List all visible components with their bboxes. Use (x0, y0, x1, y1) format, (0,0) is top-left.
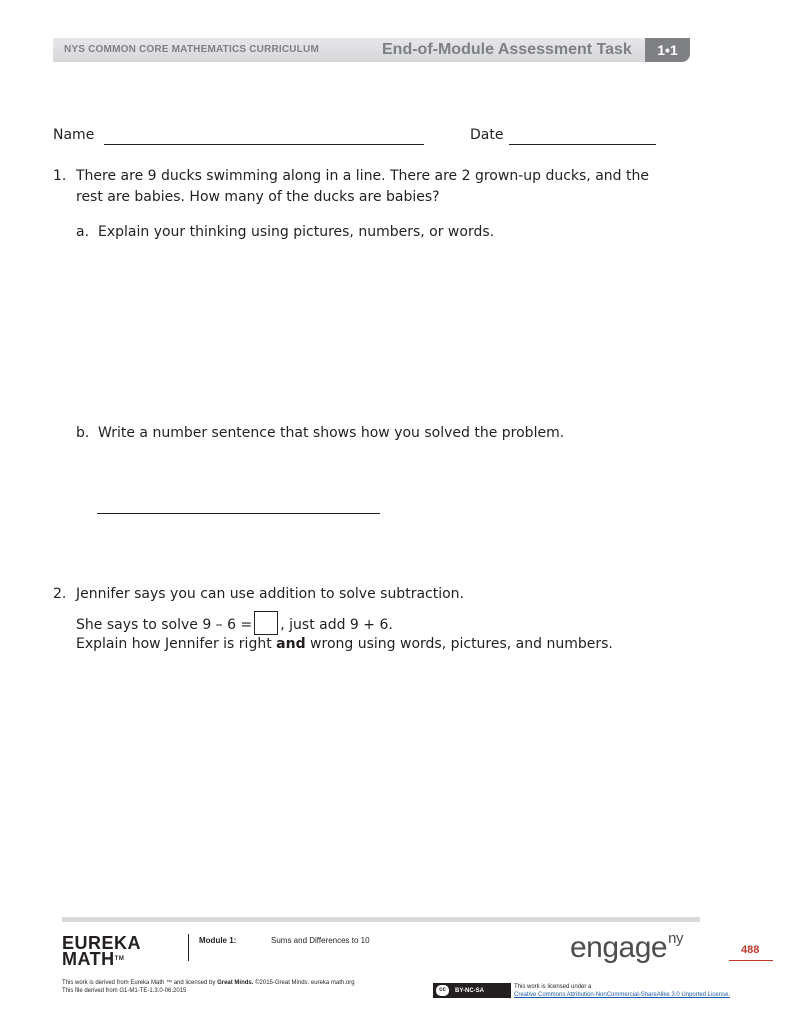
eureka-logo-line-2: MATH™ (62, 949, 125, 969)
module-label: Module 1: (199, 936, 237, 945)
question-2-line-1: Jennifer says you can use addition to solve subtraction. (76, 586, 464, 602)
file-derived-notice: This file derived from G1-M1-TE-1.3.0-06.2015 (62, 988, 187, 994)
answer-box[interactable] (254, 611, 278, 635)
engageny-logo: engage$^{ny}$ (570, 930, 683, 964)
question-1b-label: b. (76, 425, 90, 441)
name-label: Name (53, 127, 95, 143)
date-field[interactable] (509, 144, 656, 145)
question-2-line-2-end: , just add 9 + 6. (280, 617, 393, 633)
question-1b-prompt: Write a number sentence that shows how you solved the problem. (98, 425, 565, 441)
module-name: Sums and Differences to 10 (271, 936, 370, 945)
question-2-line-3-end: wrong using words, pictures, and numbers. (310, 636, 613, 652)
cc-badge-label: BY-NC-SA (455, 987, 485, 994)
name-field[interactable] (104, 144, 424, 145)
footer-rule (62, 917, 700, 922)
question-1-number: 1. (53, 168, 67, 184)
derived-from-notice: This work is derived from Eureka Math ™ and licensed by Great Minds. ©2015-Great Minds. eureka math.org (62, 980, 355, 986)
question-2-line-3-start: Explain how Jennifer is right (76, 636, 272, 652)
question-1a-answer-area[interactable] (76, 250, 676, 410)
question-1a-prompt: Explain your thinking using pictures, numbers, or words. (98, 224, 495, 240)
number-sentence-answer-line[interactable] (97, 513, 380, 514)
question-2-number: 2. (53, 586, 67, 602)
curriculum-title: NYS COMMON CORE MATHEMATICS CURRICULUM (64, 44, 319, 55)
question-2-line-2-start: She says to solve 9 – 6 = (76, 617, 253, 633)
page-number: 488 (741, 944, 760, 956)
footer-divider (188, 934, 189, 961)
eureka-logo-line-1: EUREKA (62, 933, 142, 953)
assessment-task-title: End-of-Module Assessment Task (382, 41, 632, 58)
question-1-line-2: rest are babies. How many of the ducks are babies? (76, 189, 440, 205)
license-link[interactable]: Creative Commons Attribution-NonCommercial-ShareAlike 3.0 Unported License. (514, 992, 731, 998)
question-1-line-1: There are 9 ducks swimming along in a line. There are 2 grown-up ducks, and the (76, 168, 649, 184)
cc-icon: cc (436, 985, 449, 996)
question-2-line-3-emphasis: and (276, 636, 306, 652)
module-lesson-badge: 1•1 (645, 38, 690, 62)
date-label: Date (470, 127, 504, 143)
question-2-line-3 (76, 636, 613, 652)
question-2-line-2 (76, 611, 393, 635)
license-text: This work is licensed under a (514, 984, 592, 990)
creative-commons-badge (433, 983, 511, 998)
eureka-math-logo (62, 935, 141, 967)
page-number-underline (729, 960, 773, 961)
question-2-answer-area[interactable] (76, 665, 676, 905)
question-1a-label: a. (76, 224, 90, 240)
